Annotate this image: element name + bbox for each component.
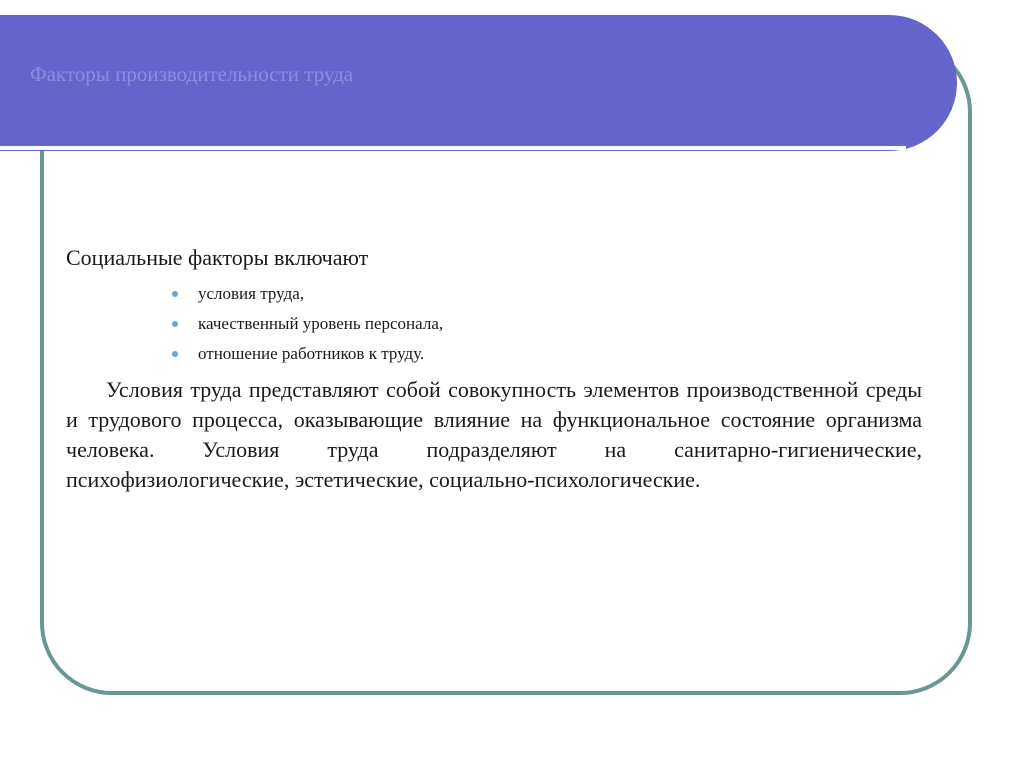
intro-text: Социальные факторы включают bbox=[66, 245, 369, 270]
bullet-icon bbox=[172, 321, 178, 327]
list-item-label: условия труда, bbox=[198, 284, 305, 303]
header-divider bbox=[0, 146, 906, 150]
body-paragraph: Условия труда представляют собой совокупность элементов производственной среды и трудового процесса, оказывающие влияние на функциональное состояние организма человека. Условия труда подразделяют на санитарно-гигиенические, психофизиологические, эстетические, социально-психологические. bbox=[66, 377, 922, 492]
list-item-label: качественный уровень персонала, bbox=[198, 314, 444, 333]
slide-content bbox=[66, 245, 922, 495]
bullet-icon bbox=[172, 291, 178, 297]
bullet-icon bbox=[172, 351, 178, 357]
bullet-list bbox=[66, 285, 922, 362]
list-item bbox=[172, 315, 922, 332]
slide-title: Факторы производительности труда bbox=[30, 62, 354, 86]
list-item bbox=[172, 285, 922, 302]
list-item-label: отношение работников к труду. bbox=[198, 344, 425, 363]
list-item bbox=[172, 345, 922, 362]
